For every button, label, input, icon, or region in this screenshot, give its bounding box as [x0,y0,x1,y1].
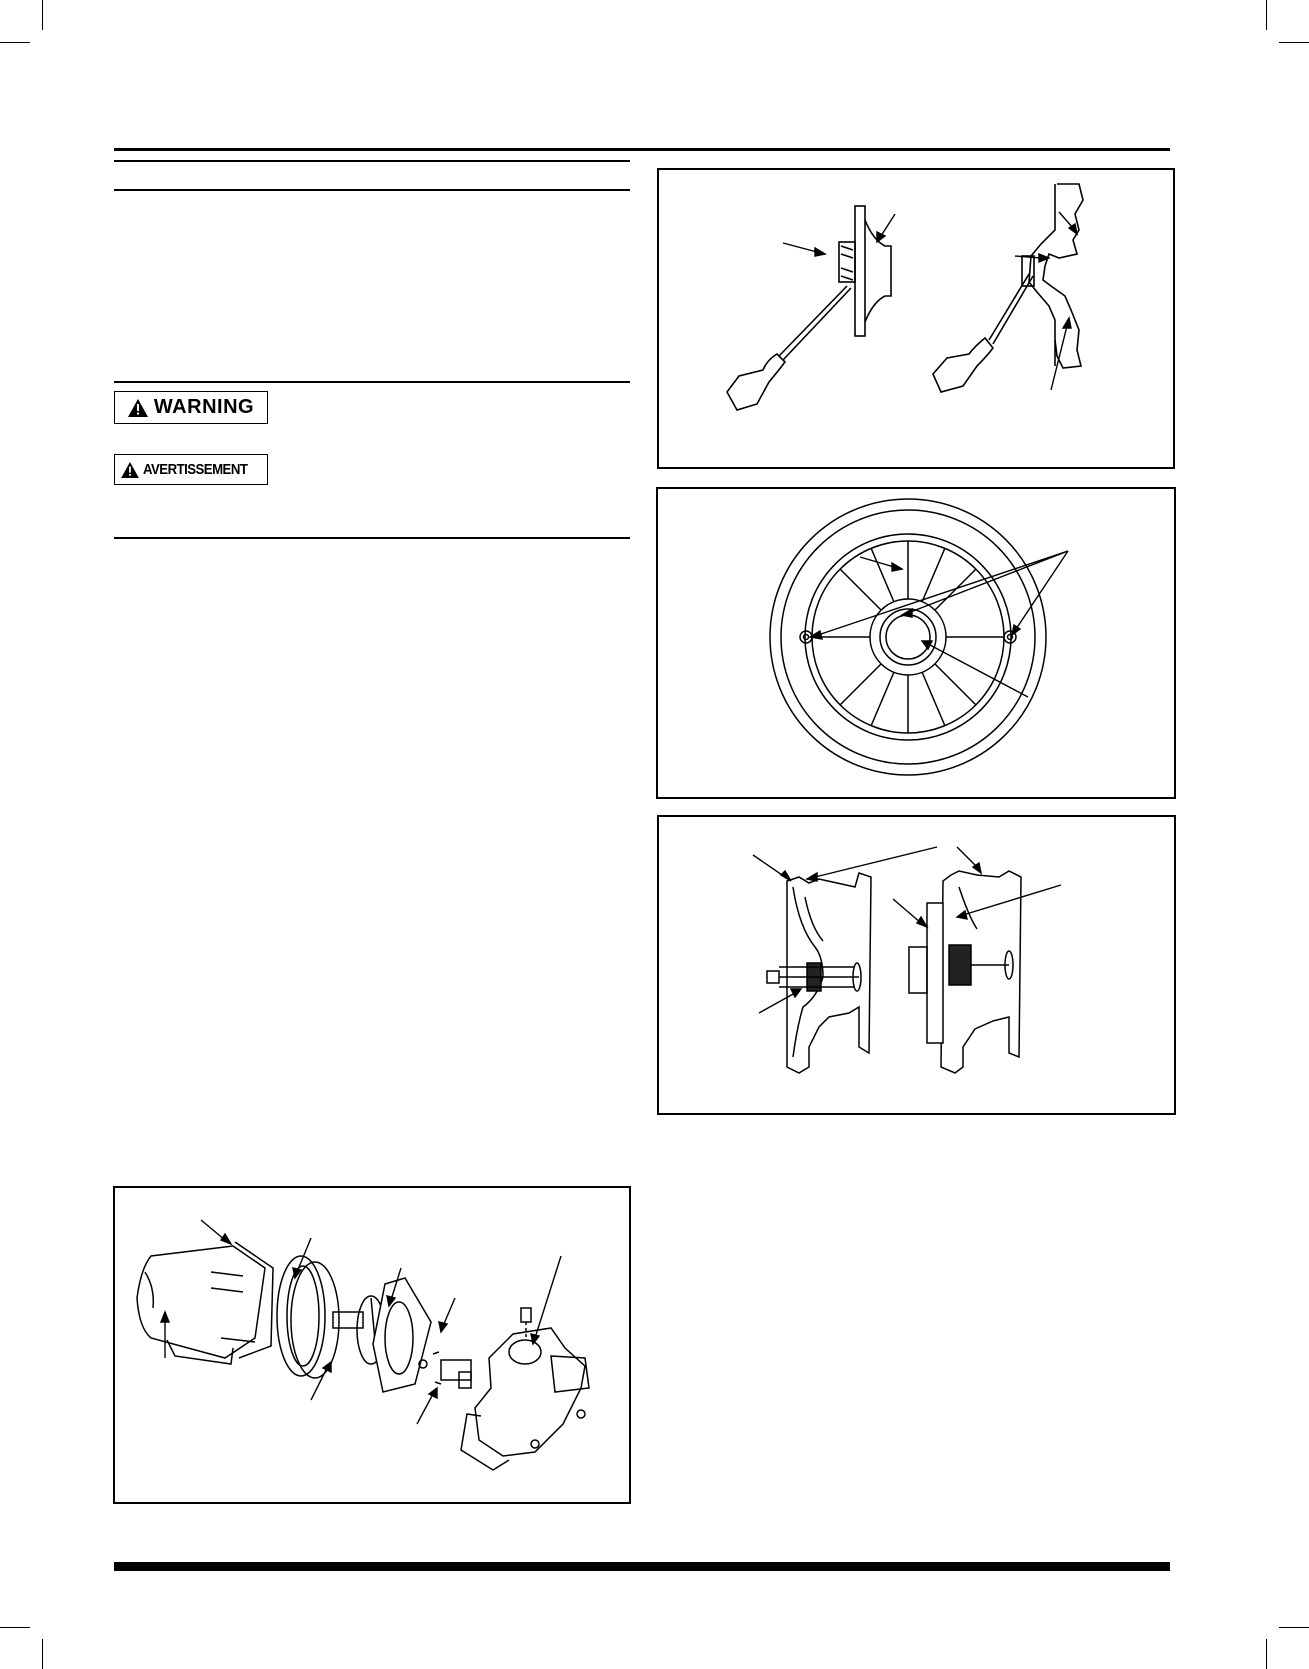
crop-mark [42,0,43,30]
warning-label: WARNING [153,396,255,418]
seal-installation-cross-section-diagram [657,815,1176,1115]
section-rule [114,381,630,383]
pump-exploded-view-diagram [113,1186,631,1504]
avertissement-label: AVERTISSEMENT [142,461,248,478]
section-rule [114,189,630,191]
crop-mark [0,1627,30,1628]
crop-mark [1279,1627,1309,1628]
section-rule [114,160,630,162]
warning-triangle-icon [128,399,148,417]
crop-mark [0,42,30,43]
crop-mark [1266,1639,1267,1669]
footer-bar [114,1562,1170,1571]
crop-mark [1279,42,1309,43]
section-rule [114,537,630,539]
crop-mark [42,1639,43,1669]
header-rule [114,148,1170,151]
crop-mark [1266,0,1267,30]
warning-triangle-icon [121,462,139,478]
seal-plate-front-diagram [656,487,1176,799]
warning-badge [114,454,268,485]
warning-badge [114,391,268,424]
seal-removal-diagram [657,168,1175,469]
